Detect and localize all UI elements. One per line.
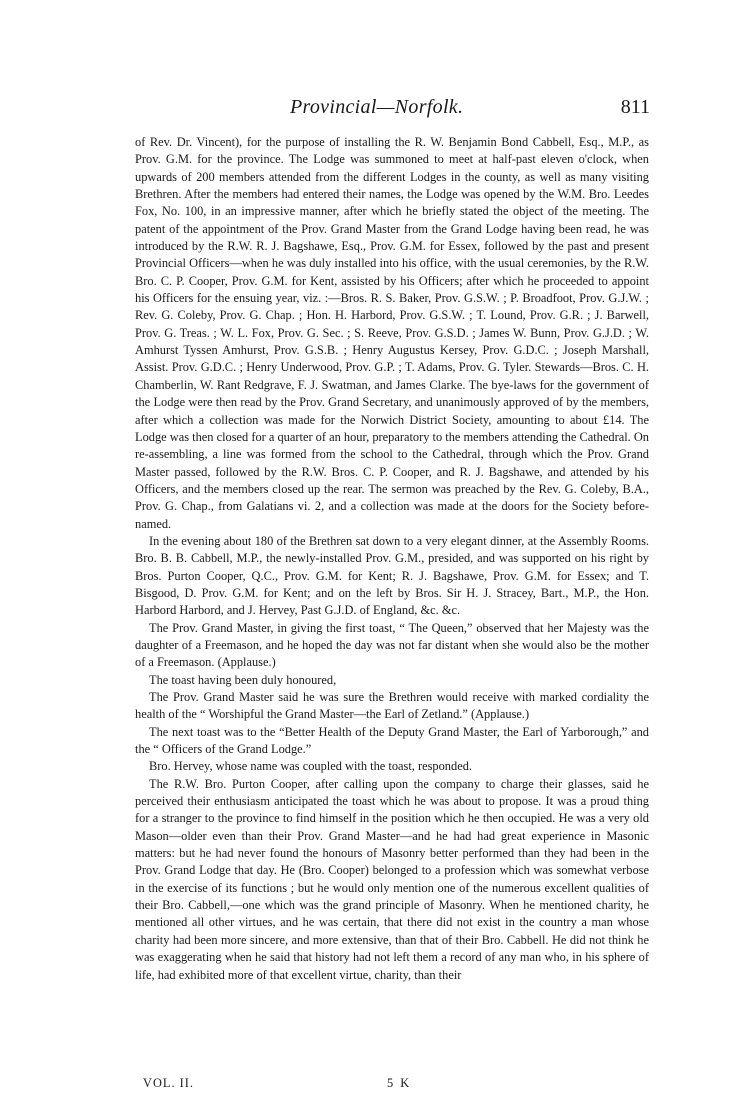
page-footer [135,1076,649,1096]
signature-mark: 5 K [387,1076,412,1090]
paragraph-5: The Prov. Grand Master said he was sure the Brethren would receive with marked cordiality the health of the “ Worshipful the Grand Master—the Earl of Zetland.” (Applause.) [135,690,649,722]
paragraph-1: of Rev. Dr. Vincent), for the purpose of installing the R. W. Benjamin Bond Cabbell, Esq., M.P., as Prov. G.M. for the province. The Lodge was summoned to meet at half-past eleven o'clock, when upwards of 200 members attended from the different Lodges in the county, as well as many visiting Brethren. After the members had entered their names, the Lodge was opened by the W.M. Bro. Leedes Fox, No. 100, in an impressive manner, after which he briefly stated the object of the meeting. The patent of the appointment of the Prov. Grand Master from the Grand Lodge having been read, he was introduced by the R.W. R. J. Bagshawe, Esq., Prov. G.M. for Essex, followed by the past and present Provincial Officers—when he was duly installed into his office, with the usual ceremonies, by the R.W. Bro. C. P. Cooper, Prov. G.M. for Kent, assisted by his Officers; after which he proceeded to appoint his Officers for the ensuing year, viz. :—Bros. R. S. Baker, Prov. G.S.W. ; P. Broadfoot, Prov. G.J.W. ; Rev. G. Coleby, Prov. G. Chap. ; Hon. H. Harbord, Prov. G.S.W. ; T. Lound, Prov. G.R. ; J. Barwell, Prov. G. Treas. ; W. L. Fox, Prov. G. Sec. ; S. Reeve, Prov. G.S.D. ; James W. Bunn, Prov. G.J.D. ; W. Amhurst Tyssen Amhurst, Prov. G.S.B. ; Henry Augustus Kersey, Prov. G.D.C. ; Joseph Marshall, Assist. Prov. G.D.C. ; Henry Underwood, Prov. G.P. ; T. Adams, Prov. G. Tyler. Stewards—Bros. C. H. Chamberlin, W. Rant Redgrave, F. J. Swatman, and James Clarke. The bye-laws for the government of the Lodge were then read by the Prov. Grand Secretary, and unanimously approved of by the members, after which a collection was made for the Norwich District Society, amounting to about £14. The Lodge was then closed for a quarter of an hour, preparatory to the members attending the Cathedral. On re-assembling, a line was formed from the school to the Cathedral, through which the Prov. Grand Master passed, followed by the R.W. Bros. C. P. Cooper, and R. J. Bagshawe, and attended by his Officers, and the members closed up the rear. The sermon was preached by the Rev. G. Coleby, B.A., Prov. G. Chap., from Galatians vi. 2, and a collection was made at the doors for the Society before-named. [135,135,649,531]
body-text [135,134,649,984]
volume-label: VOL. II. [143,1076,195,1090]
running-title: Provincial—Norfolk. [290,96,464,118]
paragraph-2: In the evening about 180 of the Brethren sat down to a very elegant dinner, at the Assembly Rooms. Bro. B. B. Cabbell, M.P., the newly-installed Prov. G.M., presided, and was supported on his right by Bros. Purton Cooper, Q.C., Prov. G.M. for Kent; R. J. Bagshawe, Prov. G.M. for Essex; and T. Bisgood, D. Prov. G.M. for Kent; and on the left by Bros. Sir H. J. Stracey, Bart., M.P., the Hon. Harbord Harbord, and J. Hervey, Past G.J.D. of England, &c. &c. [135,533,649,618]
page-number: 811 [620,96,650,118]
paragraph-7: Bro. Hervey, whose name was coupled with the toast, responded. [149,759,472,774]
paragraph-4: The toast having been duly honoured, [149,672,337,687]
paragraph-6: The next toast was to the “Better Health of the Deputy Grand Master, the Earl of Yarborough,” and the “ Officers of the Grand Lodge.” [135,724,649,757]
paragraph-3: The Prov. Grand Master, in giving the first toast, “ The Queen,” observed that her Majesty was the daughter of a Freemason, and he hoped the day was not far distant when she would also be the mother of a Freemason. (Applause.) [135,620,649,670]
paragraph-8: The R.W. Bro. Purton Cooper, after calling upon the company to charge their glasses, said he perceived their enthusiasm anticipated the toast which he was about to propose. It was a proud thing for a stranger to the province to find himself in the position which he then occupied. He was a very old Mason—older even than their Prov. Grand Master—and he had had great experience in Masonic matters: but he had never found the honours of Masonry better performed than they had been in the Prov. Grand Lodge that day. He (Bro. Cooper) belonged to a profession which was somewhat verbose in the exercise of its functions ; but he would only mention one of the numerous excellent qualities of their Bro. Cabbell,—one which was the grand principle of Masonry. When he mentioned charity, he mentioned all other virtues, and he was certain, that there did not exist in the country a man whose charity had been more sincere, and more extensive, than that of their Bro. Cabbell. He did not think he was exaggerating when he said that history had not left them a record of any man who, in his sphere of life, had exhibited more of that excellent virtue, charity, than their [135,776,649,982]
page-header [130,96,650,126]
